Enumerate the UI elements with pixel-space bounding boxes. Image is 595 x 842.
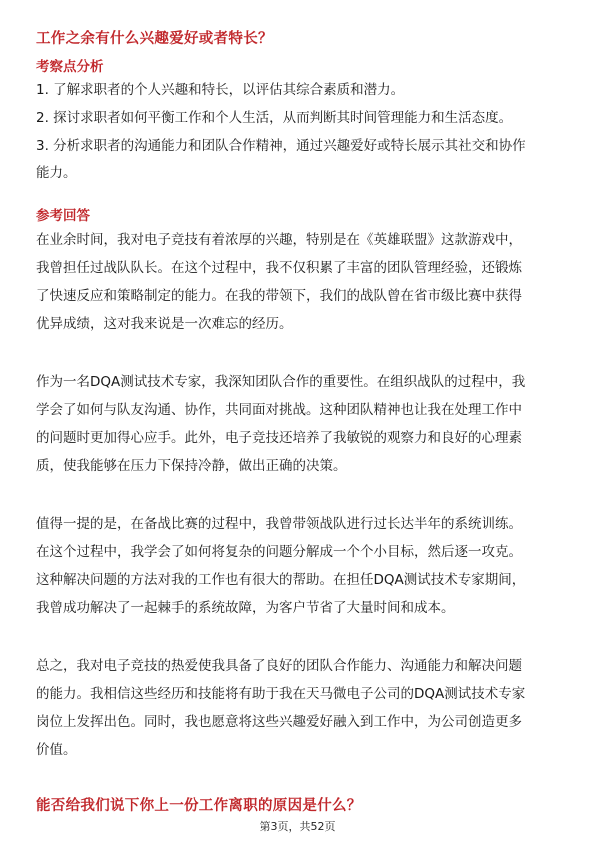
- analysis-heading: 考察点分析: [36, 59, 104, 75]
- analysis-line: 3. 分析求职者的沟通能力和团队合作精神，通过兴趣爱好或特长展示其社交和协作: [36, 138, 526, 154]
- page-number: 第3页，共52页: [259, 820, 336, 833]
- answer-line: 优异成绩，这对我来说是一次难忘的经历。: [36, 316, 293, 332]
- analysis-line: 1. 了解求职者的个人兴趣和特长，以评估其综合素质和潜力。: [36, 82, 405, 98]
- answer-line: 的能力。我相信这些经历和技能将有助于我在天马微电子公司的DQA测试技术专家: [36, 686, 526, 702]
- answer-line: 作为一名DQA测试技术专家，我深知团队合作的重要性。在组织战队的过程中，我: [36, 374, 526, 390]
- answer-line: 岗位上发挥出色。同时，我也愿意将这些兴趣爱好融入到工作中，为公司创造更多: [36, 714, 522, 730]
- answer-line: 了快速反应和策略制定的能力。在我的带领下，我们的战队曾在省市级比赛中获得: [36, 288, 522, 304]
- answer-line: 值得一提的是，在备战比赛的过程中，我曾带领战队进行过长达半年的系统训练。: [36, 516, 522, 532]
- analysis-line: 能力。: [36, 165, 77, 181]
- answer-line: 质，使我能够在压力下保持冷静，做出正确的决策。: [36, 458, 347, 474]
- answer-line: 学会了如何与队友沟通、协作，共同面对挑战。这种团队精神也让我在处理工作中: [36, 402, 522, 418]
- next-question-title: 能否给我们说下你上一份工作离职的原因是什么？: [36, 798, 362, 814]
- answer-line: 这种解决问题的方法对我的工作也有很大的帮助。在担任DQA测试技术专家期间，: [36, 572, 526, 588]
- answer-line: 我曾成功解决了一起棘手的系统故障，为客户节省了大量时间和成本。: [36, 600, 455, 616]
- answer-heading: 参考回答: [36, 208, 90, 224]
- answer-line: 在这个过程中，我学会了如何将复杂的问题分解成一个个小目标，然后逐一攻克。: [36, 544, 522, 560]
- question-title: 工作之余有什么兴趣爱好或者特长？: [36, 31, 273, 47]
- answer-line: 在业余时间，我对电子竞技有着浓厚的兴趣，特别是在《英雄联盟》这款游戏中，: [36, 232, 522, 248]
- analysis-line: 2. 探讨求职者如何平衡工作和个人生活，从而判断其时间管理能力和生活态度。: [36, 110, 513, 126]
- answer-line: 总之，我对电子竞技的热爱使我具备了良好的团队合作能力、沟通能力和解决问题: [36, 658, 522, 674]
- answer-line: 的问题时更加得心应手。此外，电子竞技还培养了我敏锐的观察力和良好的心理素: [36, 430, 522, 446]
- answer-line: 我曾担任过战队队长。在这个过程中，我不仅积累了丰富的团队管理经验，还锻炼: [36, 260, 522, 276]
- answer-line: 价值。: [36, 742, 77, 758]
